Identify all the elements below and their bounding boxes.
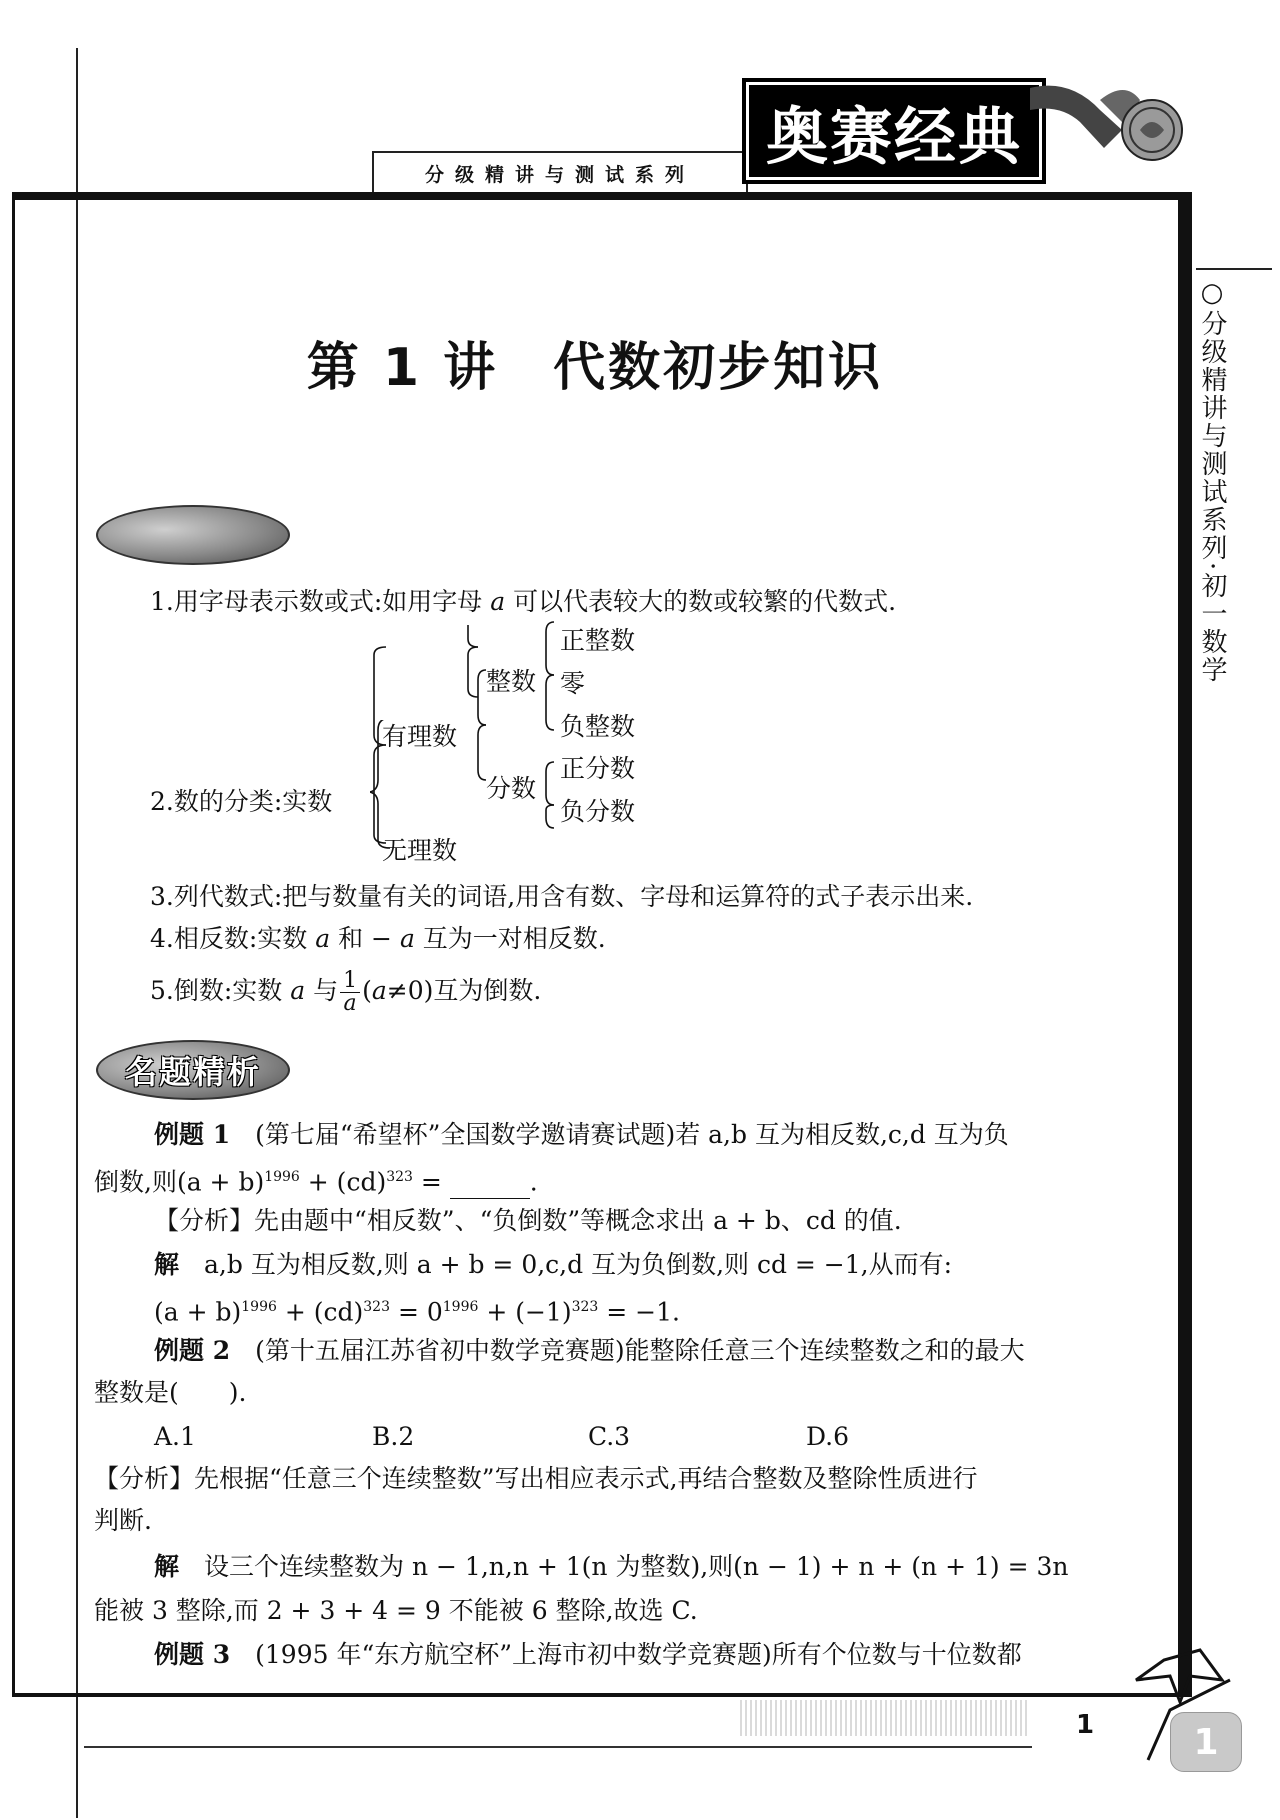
header-rule xyxy=(14,192,1186,200)
example-1-analysis: 【分析】先由题中“相反数”、“负倒数”等概念求出 a + b、cd 的值. xyxy=(154,1206,902,1235)
option-d: D.6 xyxy=(806,1422,850,1451)
medal-decoration-icon xyxy=(1030,70,1190,180)
example-2-line-1: 例题 2 (第十五届江苏省初中数学竞赛题)能整除任意三个连续整数之和的最大 xyxy=(154,1336,1025,1365)
tree-positive-integer: 正整数 xyxy=(560,626,636,655)
tree-positive-fraction: 正分数 xyxy=(560,754,636,783)
page-title: 第 1 讲 代数初步知识 xyxy=(306,338,884,398)
option-b: B.2 xyxy=(372,1422,415,1451)
example-1-solution-1: 解 a,b 互为相反数,则 a + b = 0,c,d 互为负倒数,则 cd = −1,从而有: xyxy=(154,1250,953,1279)
frame-left xyxy=(12,192,15,1697)
frame-right xyxy=(1178,192,1192,1697)
chapter-tab: 1 xyxy=(1170,1712,1242,1772)
example-2-line-2: 整数是( ). xyxy=(94,1378,247,1407)
example-3-line-1: 例题 3 (1995 年“东方航空杯”上海市初中数学竞赛题)所有个位数与十位数都 xyxy=(154,1640,1022,1669)
brand-logo xyxy=(742,78,1046,184)
tree-negative-fraction: 负分数 xyxy=(560,797,636,826)
knowledge-item-5: 5.倒数:实数 a 与 $\frac{1}{a}$ (a≠0)互为倒数. xyxy=(150,968,542,1016)
problems-badge-label: 名题精析 xyxy=(124,1053,261,1091)
tree-rational: 有理数 xyxy=(382,722,458,751)
tree-integer: 整数 xyxy=(486,667,537,696)
example-1-line-1: 例题 1 (第七届“希望杯”全国数学邀请赛试题)若 a,b 互为相反数,c,d 互为负 xyxy=(154,1120,1009,1149)
option-c: C.3 xyxy=(588,1422,631,1451)
side-series-text: ○分级精讲与测试系列·初一数学 xyxy=(1197,278,1227,685)
example-1-line-2: 倒数,则$(a + b)^{1996} + (cd)^{323}$ = . xyxy=(94,1160,538,1199)
page-number: 1 xyxy=(1076,1710,1095,1740)
knowledge-item-2-label: 2.数的分类:实数 xyxy=(150,787,333,816)
option-a: A.1 xyxy=(154,1422,196,1451)
tree-irrational: 无理数 xyxy=(382,836,458,865)
reciprocal-fraction: $\frac{1}{a}$ xyxy=(340,970,360,1015)
tree-zero: 零 xyxy=(560,669,586,698)
knowledge-item-1: 1.用字母表示数或式:如用字母 a 可以代表较大的数或较繁的代数式. xyxy=(150,587,897,616)
example-1-solution-2: $(a + b)^{1996} + (cd)^{323} = 0^{1996} + (-1)^{323} = -1$. xyxy=(154,1297,680,1327)
tree-negative-integer: 负整数 xyxy=(560,712,636,741)
example-2-analysis-1: 【分析】先根据“任意三个连续整数”写出相应表示式,再结合整数及整除性质进行 xyxy=(94,1464,978,1493)
knowledge-section-badge xyxy=(96,505,290,565)
answer-blank xyxy=(450,1174,530,1199)
series-label: 分级精讲与测试系列 xyxy=(372,151,748,193)
left-margin-line xyxy=(76,48,78,1818)
knowledge-item-3: 3.列代数式:把与数量有关的词语,用含有数、字母和运算符的式子表示出来. xyxy=(150,882,974,911)
problems-section-badge xyxy=(96,1040,290,1100)
example-2-solution-1: 解 设三个连续整数为 n − 1,n,n + 1(n 为整数),则(n − 1) + n + (n + 1) = 3n xyxy=(154,1552,1069,1581)
footer-rule xyxy=(84,1746,1032,1748)
knowledge-item-4: 4.相反数:实数 a 和 − a 互为一对相反数. xyxy=(150,924,606,953)
example-2-analysis-2: 判断. xyxy=(94,1506,152,1535)
brand-text: 奥赛经典 xyxy=(765,99,1022,173)
example-2-solution-2: 能被 3 整除,而 2 + 3 + 4 = 9 不能被 6 整除,故选 C. xyxy=(94,1596,698,1625)
side-rule xyxy=(1196,268,1272,270)
footer-pattern xyxy=(740,1700,1030,1736)
tree-fraction: 分数 xyxy=(486,774,537,803)
frame-bottom xyxy=(12,1693,1188,1697)
